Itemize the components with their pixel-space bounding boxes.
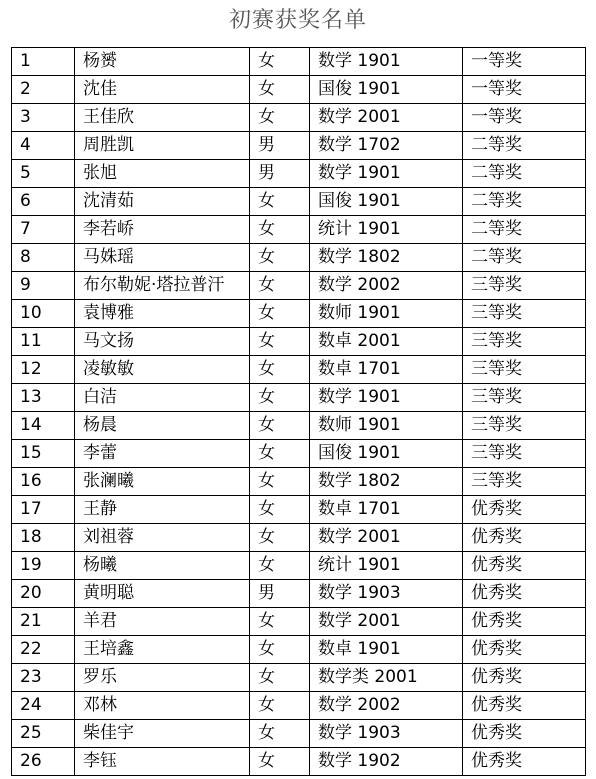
gender-cell: 女	[250, 384, 310, 412]
row-number-cell: 18	[12, 524, 75, 552]
class-cell: 数卓 2001	[310, 328, 463, 356]
row-number-cell: 6	[12, 188, 75, 216]
table-row	[12, 132, 586, 160]
name-cell: 张澜曦	[75, 468, 250, 496]
gender-cell: 女	[250, 552, 310, 580]
name-cell: 周胜凯	[75, 132, 250, 160]
class-cell: 数卓 1901	[310, 636, 463, 664]
class-cell: 数师 1901	[310, 300, 463, 328]
table-row	[12, 636, 586, 664]
gender-cell: 女	[250, 76, 310, 104]
row-number-cell: 9	[12, 272, 75, 300]
table-row	[12, 272, 586, 300]
name-cell: 羊君	[75, 608, 250, 636]
name-cell: 王静	[75, 496, 250, 524]
name-cell: 白洁	[75, 384, 250, 412]
table-row	[12, 440, 586, 468]
award-cell: 优秀奖	[463, 636, 586, 664]
class-cell: 数学 1901	[310, 48, 463, 76]
award-cell: 优秀奖	[463, 580, 586, 608]
class-cell: 数学 2001	[310, 104, 463, 132]
class-cell: 数学 2001	[310, 524, 463, 552]
class-cell: 数学 1901	[310, 160, 463, 188]
name-cell: 张旭	[75, 160, 250, 188]
row-number-cell: 24	[12, 692, 75, 720]
award-cell: 优秀奖	[463, 692, 586, 720]
class-cell: 数学类 2001	[310, 664, 463, 692]
row-number-cell: 11	[12, 328, 75, 356]
class-cell: 数学 1802	[310, 244, 463, 272]
gender-cell: 男	[250, 160, 310, 188]
name-cell: 刘祖蓉	[75, 524, 250, 552]
award-cell: 三等奖	[463, 356, 586, 384]
award-cell: 三等奖	[463, 412, 586, 440]
class-cell: 数师 1901	[310, 412, 463, 440]
table-row	[12, 524, 586, 552]
table-row	[12, 76, 586, 104]
gender-cell: 女	[250, 664, 310, 692]
row-number-cell: 14	[12, 412, 75, 440]
award-cell: 优秀奖	[463, 748, 586, 776]
class-cell: 数学 1903	[310, 720, 463, 748]
row-number-cell: 10	[12, 300, 75, 328]
name-cell: 马文扬	[75, 328, 250, 356]
row-number-cell: 3	[12, 104, 75, 132]
name-cell: 杨晨	[75, 412, 250, 440]
class-cell: 数学 2002	[310, 272, 463, 300]
table-row	[12, 496, 586, 524]
gender-cell: 女	[250, 104, 310, 132]
gender-cell: 女	[250, 720, 310, 748]
table-row	[12, 356, 586, 384]
gender-cell: 女	[250, 216, 310, 244]
award-cell: 优秀奖	[463, 664, 586, 692]
row-number-cell: 8	[12, 244, 75, 272]
name-cell: 柴佳宇	[75, 720, 250, 748]
award-cell: 二等奖	[463, 216, 586, 244]
award-cell: 三等奖	[463, 384, 586, 412]
gender-cell: 女	[250, 188, 310, 216]
gender-cell: 女	[250, 692, 310, 720]
gender-cell: 女	[250, 272, 310, 300]
class-cell: 数学 1901	[310, 384, 463, 412]
gender-cell: 男	[250, 580, 310, 608]
table-row	[12, 412, 586, 440]
award-cell: 三等奖	[463, 272, 586, 300]
award-cell: 优秀奖	[463, 496, 586, 524]
gender-cell: 女	[250, 244, 310, 272]
gender-cell: 女	[250, 524, 310, 552]
table-row	[12, 748, 586, 776]
award-cell: 优秀奖	[463, 552, 586, 580]
table-row	[12, 188, 586, 216]
row-number-cell: 25	[12, 720, 75, 748]
gender-cell: 女	[250, 48, 310, 76]
table-row	[12, 160, 586, 188]
name-cell: 王佳欣	[75, 104, 250, 132]
name-cell: 杨赟	[75, 48, 250, 76]
row-number-cell: 22	[12, 636, 75, 664]
class-cell: 数学 1903	[310, 580, 463, 608]
table-row	[12, 104, 586, 132]
gender-cell: 女	[250, 608, 310, 636]
table-row	[12, 48, 586, 76]
name-cell: 袁博雅	[75, 300, 250, 328]
class-cell: 数学 1702	[310, 132, 463, 160]
row-number-cell: 12	[12, 356, 75, 384]
class-cell: 数卓 1701	[310, 356, 463, 384]
row-number-cell: 7	[12, 216, 75, 244]
gender-cell: 女	[250, 412, 310, 440]
gender-cell: 女	[250, 748, 310, 776]
row-number-cell: 20	[12, 580, 75, 608]
class-cell: 国俊 1901	[310, 440, 463, 468]
row-number-cell: 26	[12, 748, 75, 776]
name-cell: 李若峤	[75, 216, 250, 244]
award-cell: 优秀奖	[463, 524, 586, 552]
award-cell: 三等奖	[463, 440, 586, 468]
row-number-cell: 23	[12, 664, 75, 692]
name-cell: 马姝瑶	[75, 244, 250, 272]
award-cell: 优秀奖	[463, 608, 586, 636]
class-cell: 数学 2001	[310, 608, 463, 636]
name-cell: 邓林	[75, 692, 250, 720]
class-cell: 国俊 1901	[310, 188, 463, 216]
name-cell: 沈佳	[75, 76, 250, 104]
name-cell: 杨曦	[75, 552, 250, 580]
table-row	[12, 580, 586, 608]
row-number-cell: 15	[12, 440, 75, 468]
table-row	[12, 216, 586, 244]
row-number-cell: 16	[12, 468, 75, 496]
gender-cell: 女	[250, 356, 310, 384]
table-row	[12, 552, 586, 580]
award-cell: 二等奖	[463, 188, 586, 216]
table-row	[12, 468, 586, 496]
award-table-body	[12, 48, 586, 776]
gender-cell: 女	[250, 328, 310, 356]
award-cell: 三等奖	[463, 300, 586, 328]
award-cell: 一等奖	[463, 104, 586, 132]
table-row	[12, 328, 586, 356]
document-title: 初赛获奖名单	[228, 8, 367, 33]
row-number-cell: 1	[12, 48, 75, 76]
name-cell: 沈清茹	[75, 188, 250, 216]
table-row	[12, 664, 586, 692]
row-number-cell: 21	[12, 608, 75, 636]
row-number-cell: 19	[12, 552, 75, 580]
row-number-cell: 2	[12, 76, 75, 104]
row-number-cell: 4	[12, 132, 75, 160]
class-cell: 国俊 1901	[310, 76, 463, 104]
gender-cell: 女	[250, 496, 310, 524]
table-row	[12, 244, 586, 272]
gender-cell: 女	[250, 300, 310, 328]
award-cell: 三等奖	[463, 468, 586, 496]
award-cell: 优秀奖	[463, 720, 586, 748]
name-cell: 黄明聪	[75, 580, 250, 608]
class-cell: 统计 1901	[310, 552, 463, 580]
award-cell: 一等奖	[463, 48, 586, 76]
gender-cell: 男	[250, 132, 310, 160]
row-number-cell: 17	[12, 496, 75, 524]
award-cell: 二等奖	[463, 132, 586, 160]
row-number-cell: 5	[12, 160, 75, 188]
name-cell: 王培鑫	[75, 636, 250, 664]
award-cell: 二等奖	[463, 244, 586, 272]
row-number-cell: 13	[12, 384, 75, 412]
table-row	[12, 692, 586, 720]
name-cell: 罗乐	[75, 664, 250, 692]
class-cell: 数学 1902	[310, 748, 463, 776]
table-row	[12, 384, 586, 412]
gender-cell: 女	[250, 468, 310, 496]
class-cell: 统计 1901	[310, 216, 463, 244]
award-cell: 二等奖	[463, 160, 586, 188]
table-row	[12, 300, 586, 328]
name-cell: 凌敏敏	[75, 356, 250, 384]
table-row	[12, 720, 586, 748]
award-cell: 三等奖	[463, 328, 586, 356]
name-cell: 李蕾	[75, 440, 250, 468]
name-cell: 李钰	[75, 748, 250, 776]
name-cell: 布尔勒妮·塔拉普汗	[75, 272, 250, 300]
award-cell: 一等奖	[463, 76, 586, 104]
table-row	[12, 608, 586, 636]
class-cell: 数学 1802	[310, 468, 463, 496]
gender-cell: 女	[250, 636, 310, 664]
class-cell: 数卓 1701	[310, 496, 463, 524]
class-cell: 数学 2002	[310, 692, 463, 720]
gender-cell: 女	[250, 440, 310, 468]
award-table	[11, 47, 586, 776]
